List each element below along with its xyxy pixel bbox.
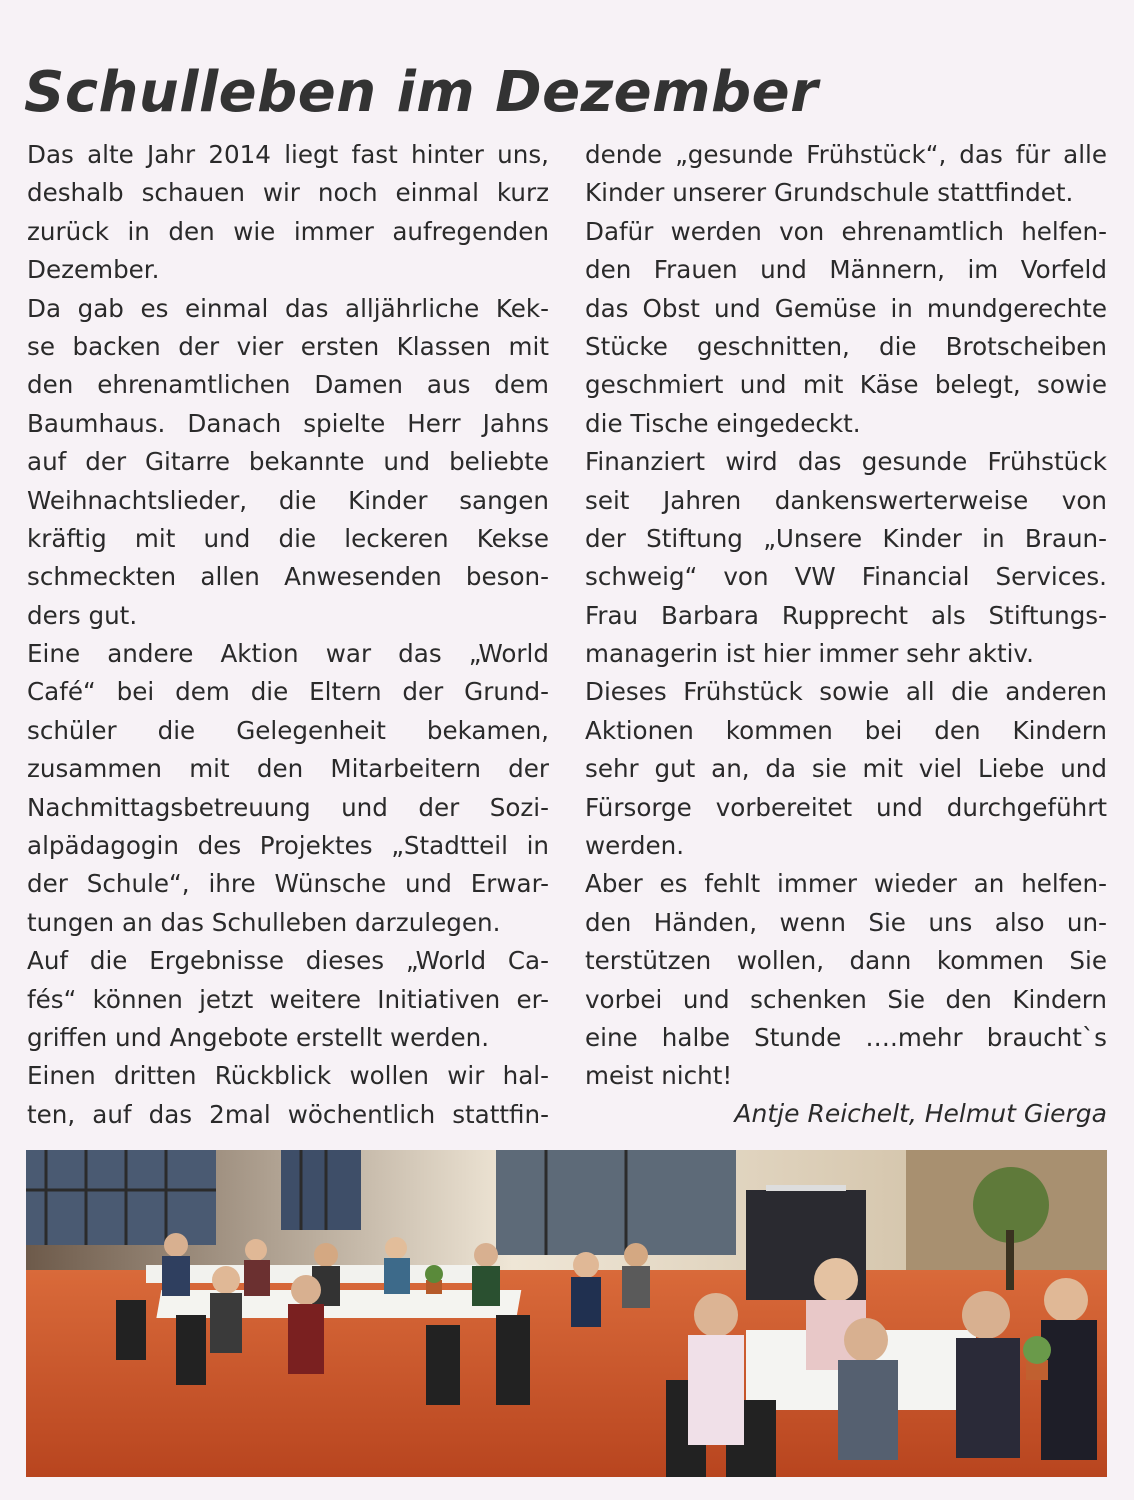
text-line: vorbei und schenken Sie den Kindern: [585, 984, 1107, 1014]
text-line: Weihnachtslieder, die Kinder sangen: [27, 485, 549, 515]
text-line: terstützen wollen, dann kommen Sie: [585, 946, 1107, 976]
text-line: werden.: [585, 831, 685, 861]
left-column: [27, 136, 549, 1134]
text-line: eine halbe Stunde ….mehr braucht`s: [585, 1022, 1107, 1052]
article-title: Schulleben im Dezember: [24, 59, 819, 125]
cafeteria-photo: [26, 1150, 1107, 1477]
text-line: schweig“ von VW Financial Services.: [585, 562, 1107, 592]
text-line: den Frauen und Männern, im Vorfeld: [585, 255, 1107, 285]
text-line: Einen dritten Rückblick wollen wir hal-: [27, 1061, 549, 1091]
right-column: [585, 136, 1107, 1096]
text-line: das Obst und Gemüse in mundgerechte: [585, 293, 1107, 323]
text-line: der Stiftung „Unsere Kinder in Braun-: [585, 523, 1107, 553]
text-line: den ehrenamtlichen Damen aus dem: [27, 370, 549, 400]
text-line: Café“ bei dem die Eltern der Grund-: [27, 677, 549, 707]
text-line: fés“ können jetzt weitere Initiativen er-: [27, 984, 549, 1014]
text-line: geschmiert und mit Käse belegt, sowie: [585, 370, 1107, 400]
text-line: zusammen mit den Mitarbeitern der: [27, 754, 549, 784]
text-line: managerin ist hier immer sehr aktiv.: [585, 639, 1034, 669]
text-line: Aber es fehlt immer wieder an helfen-: [585, 869, 1107, 899]
text-line: die Tische eingedeckt.: [585, 408, 861, 438]
text-line: Fürsorge vorbereitet und durchgeführt: [585, 792, 1107, 822]
text-line: seit Jahren dankenswerterweise von: [585, 485, 1107, 515]
text-line: Baumhaus. Danach spielte Herr Jahns: [27, 408, 549, 438]
text-line: auf der Gitarre bekannte und beliebte: [27, 447, 549, 477]
text-line: Dezember.: [27, 255, 160, 285]
text-line: Kinder unserer Grundschule stattfindet.: [585, 178, 1074, 208]
text-line: Finanziert wird das gesunde Frühstück: [585, 447, 1107, 477]
text-line: den Händen, wenn Sie uns also un-: [585, 907, 1107, 937]
text-line: griffen und Angebote erstellt werden.: [27, 1022, 490, 1052]
text-line: dende „gesunde Frühstück“, das für alle: [585, 140, 1107, 169]
author-byline: Antje Reichelt, Helmut Gierga: [734, 1099, 1107, 1128]
text-line: kräftig mit und die leckeren Kekse: [27, 523, 549, 553]
text-line: schüler die Gelegenheit bekamen,: [27, 715, 549, 745]
text-line: ders gut.: [27, 600, 138, 630]
text-line: Das alte Jahr 2014 liegt fast hinter uns,: [27, 140, 549, 169]
text-line: Nachmittagsbetreuung und der Sozi-: [27, 792, 549, 822]
text-line: alpädagogin des Projektes „Stadtteil in: [27, 831, 549, 861]
text-line: Stücke geschnitten, die Brotscheiben: [585, 331, 1107, 361]
text-line: tungen an das Schulleben darzulegen.: [27, 907, 501, 937]
text-line: zurück in den wie immer aufregenden: [27, 216, 549, 246]
text-line: deshalb schauen wir noch einmal kurz: [27, 178, 549, 208]
text-line: schmeckten allen Anwesenden beson-: [27, 562, 549, 592]
text-line: meist nicht!: [585, 1061, 733, 1091]
text-line: sehr gut an, da sie mit viel Liebe und: [585, 754, 1107, 784]
text-line: Dieses Frühstück sowie all die anderen: [585, 677, 1107, 707]
text-line: Frau Barbara Rupprecht als Stiftungs-: [585, 600, 1107, 630]
text-line: Da gab es einmal das alljährliche Kek-: [27, 293, 549, 323]
cafeteria-photo-illustration: [26, 1150, 1107, 1477]
text-line: der Schule“, ihre Wünsche und Erwar-: [27, 869, 549, 899]
text-line: ten, auf das 2mal wöchentlich stattfin-: [27, 1099, 549, 1129]
text-line: Eine andere Aktion war das „World: [27, 639, 549, 669]
text-line: Dafür werden von ehrenamtlich helfen-: [585, 216, 1107, 246]
text-line: Aktionen kommen bei den Kindern: [585, 715, 1107, 745]
text-line: Auf die Ergebnisse dieses „World Ca-: [27, 946, 549, 976]
text-line: se backen der vier ersten Klassen mit: [27, 331, 549, 361]
